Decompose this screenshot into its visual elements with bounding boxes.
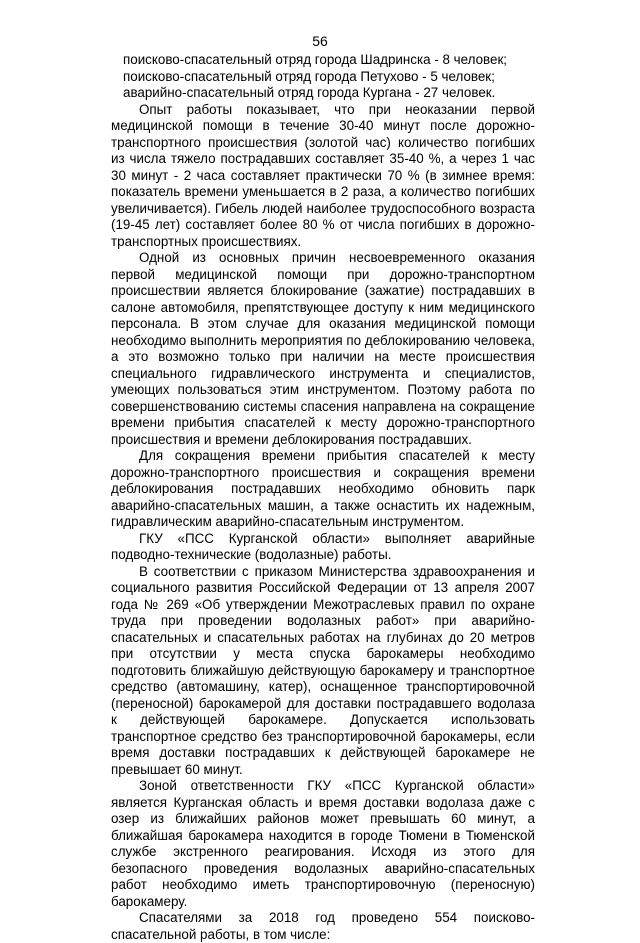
document-body: [111, 52, 535, 943]
paragraph-ministry-order: В соответствии с приказом Министерства здравоохранения и социального развития Российской Федерации от 13 апреля 2007 года № 269 «Об утверждении Межотраслевых правил по охране труда при проведении водолазных работ» при аварийно-спасательных и спасательных работах на глубинах до 20 метров при отсутствии у места спуска барокамеры необходимо подготовить ближайшую действующую барокамеру и транспортное средство (автомашину, катер), оснащенное транспортировочной (переносной) барокамерой для доставки пострадавшего водолаза к действующей барокамере. Допускается использовать транспортное средство без транспортировочной барокамеры, если время доставки пострадавших к действующей барокамере не превышает 60 минут.: [111, 563, 535, 777]
list-item-kurgan: аварийно-спасательный отряд города Кургана - 27 человек.: [123, 85, 496, 100]
paragraph-golden-hour: Опыт работы показывает, что при неоказании первой медицинской помощи в течение 30-40 минут после дорожно-транспортного происшествия (золотой час) количество погибших из числа тяжело пострадавших составляет 35-40 %, а через 1 час 30 минут - 2 часа составляет практически 70 % (в зимнее время: показатель времени уменьшается в 2 раза, а количество погибших увеличивается). Гибель людей наиболее трудоспособного возраста (19-45 лет) составляет более 80 % от числа погибших в дорожно-транспортных происшествиях.: [111, 101, 535, 249]
list-item-shadrinsk: поисково-спасательный отряд города Шадринска - 8 человек;: [123, 52, 508, 67]
paragraph-diving-works: ГКУ «ПСС Курганской области» выполняет аварийные подводно-технические (водолазные) работы.: [111, 530, 535, 562]
list-item-petukhovo: поисково-спасательный отряд города Петухово - 5 человек;: [123, 68, 495, 84]
paragraph-deblocking: Одной из основных причин несвоевременного оказания первой медицинской помощи при дорожно-транспортном происшествии является блокирование (зажатие) пострадавших в салоне автомобиля, препятствующее доступу к ним медицинского персонала. В этом случае для оказания медицинской помощи необходимо выполнить мероприятия по деблокированию человека, а это возможно только при наличии на месте происшествия специального гидравлического инструмента и специалистов, умеющих пользоваться этим инструментом. Поэтому работа по совершенствованию системы спасения направлена на сокращение времени прибытия спасателей к месту дорожно-транспортного происшествия и времени деблокирования пострадавших.: [111, 250, 535, 447]
paragraph-rescue-works-2018: Спасателями за 2018 год проведено 554 поисково-спасательной работы, в том числе:: [111, 910, 535, 942]
page-number: 56: [312, 33, 328, 49]
paragraph-responsibility-zone: Зоной ответственности ГКУ «ПСС Курганской области» является Курганская область и время доставки водолаза даже с озер из ближайших районов может превышать 60 минут, а ближайшая барокамера находится в городе Тюмени в Тюменской службе экстренного реагирования. Исходя из этого для безопасного проведения водолазных аварийно-спасательных работ необходимо иметь транспортировочную (переносную) барокамеру.: [111, 778, 535, 909]
paragraph-fleet-update: Для сокращения времени прибытия спасателей к месту дорожно-транспортного происшествия и сокращения времени деблокирования пострадавших необходимо обновить парк аварийно-спасательных машин, а также оснастить их надежным, гидравлическим аварийно-спасательным инструментом.: [111, 448, 535, 529]
